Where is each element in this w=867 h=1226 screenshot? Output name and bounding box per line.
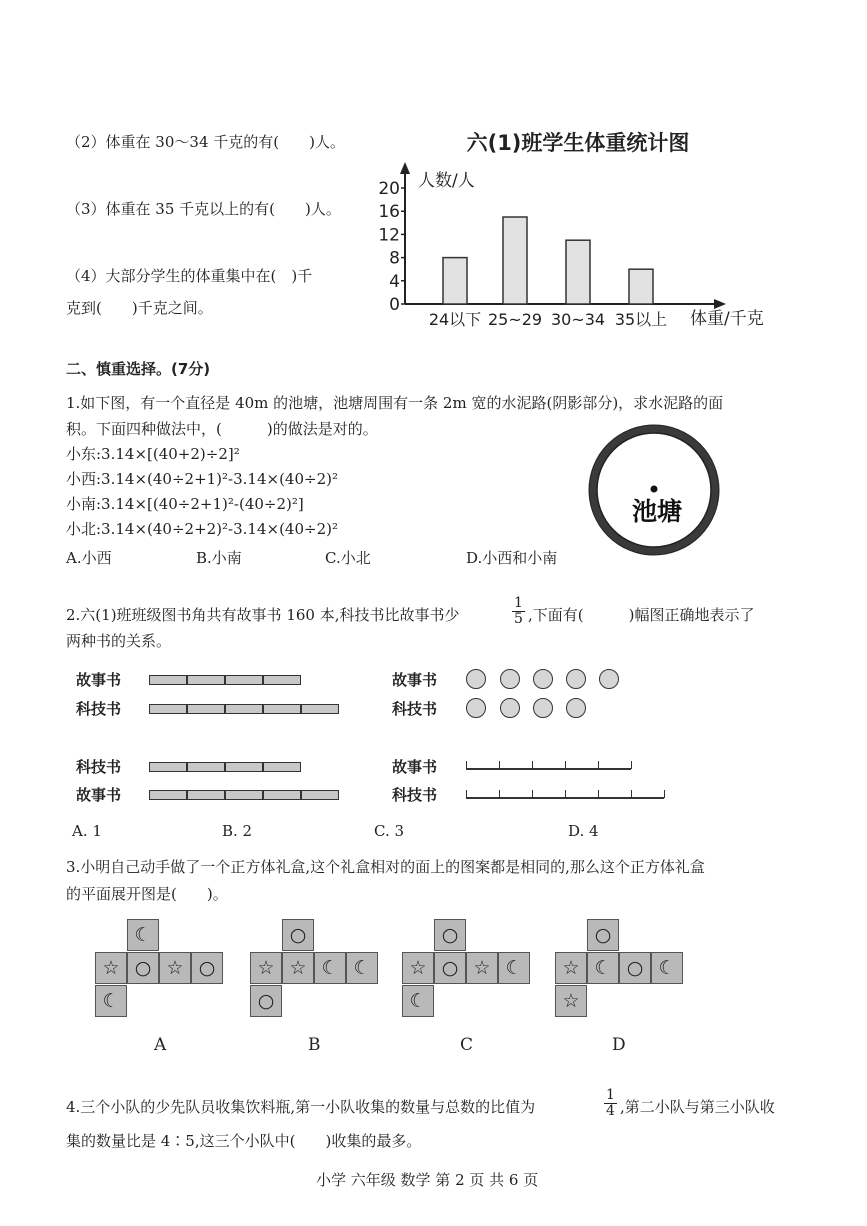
q4-line2: 集的数量比是 4∶5,这三个小队中( )收集的最多。 [66, 1132, 422, 1150]
fig4-story-line [466, 768, 631, 770]
q1-line2: 积。下面四种做法中，( )的做法是对的。 [66, 420, 378, 438]
x-axis-arrow [714, 299, 726, 309]
fig2-tech-circle [533, 698, 553, 718]
net-c-face-circle: ○ [434, 919, 466, 951]
fig2-label-tech: 科技书 [392, 700, 438, 718]
fig3-story-segment [187, 790, 225, 800]
y-tick-label: 12 [378, 225, 400, 246]
diagram-mark [598, 790, 599, 798]
fig3-tech-segment [263, 762, 301, 772]
diagram-mark [532, 761, 533, 769]
fig1-story-segment [149, 675, 187, 685]
question-3-text: （3）体重在 35 千克以上的有( )人。 [66, 200, 341, 218]
q2-line1-part1: 2.六(1)班班级图书角共有故事书 160 本,科技书比故事书少 [66, 606, 460, 624]
x-tick-label: 30~34 [550, 310, 606, 329]
q4-fraction [604, 1088, 617, 1119]
net-d-face-star: ☆ [555, 952, 587, 984]
fig1-story-segment [263, 675, 301, 685]
q2-line1-part2: ,下面有( )幅图正确地表示了 [528, 606, 755, 624]
fig2-story-circle [533, 669, 553, 689]
y-axis-arrow [400, 162, 410, 174]
diagram-mark [565, 761, 566, 769]
fig1-tech-segment [263, 704, 301, 714]
chart-title: 六(1)班学生体重统计图 [466, 131, 690, 155]
net-d-label: D [612, 1035, 626, 1055]
net-b-face-star: ☆ [282, 952, 314, 984]
fig1-story-segment [225, 675, 263, 685]
q1-method-dong: 小东:3.14×[(40+2)÷2]² [66, 445, 240, 463]
x-tick-label: 24以下 [428, 310, 482, 329]
fig1-tech-segment [225, 704, 263, 714]
q1-method-nan: 小南:3.14×[(40÷2+1)²-(40÷2)²] [66, 495, 304, 513]
net-c-face-star: ☆ [466, 952, 498, 984]
y-tick-label: 20 [378, 179, 400, 199]
pond-figure [584, 420, 724, 560]
bar-35以上 [629, 269, 653, 304]
net-c-face-star: ☆ [402, 952, 434, 984]
diagram-mark [499, 761, 500, 769]
fig1-story-segment [187, 675, 225, 685]
fig4-label-tech: 科技书 [392, 786, 438, 804]
bar-24以下 [443, 258, 467, 304]
q2-option-c: C. 3 [374, 822, 405, 840]
net-a-face-moon: ☾ [127, 919, 159, 951]
question-4-text-line1: （4）大部分学生的体重集中在( )千 [66, 267, 313, 285]
question-2-text: （2）体重在 30～34 千克的有( )人。 [66, 133, 345, 151]
net-a-face-star: ☆ [95, 952, 127, 984]
fig2-label-story: 故事书 [392, 671, 438, 689]
y-tick-label: 8 [389, 248, 400, 269]
fig2-tech-circle [566, 698, 586, 718]
fig2-story-circle [566, 669, 586, 689]
fig2-tech-circle [500, 698, 520, 718]
fig3-story-segment [301, 790, 339, 800]
fig1-label-story: 故事书 [76, 671, 122, 689]
x-tick-label: 35以上 [614, 310, 668, 329]
net-a-face-circle: ○ [191, 952, 223, 984]
y-tick-label: 16 [378, 202, 400, 223]
bar-25~29 [503, 217, 527, 304]
net-b-face-moon: ☾ [314, 952, 346, 984]
fig2-tech-circle [466, 698, 486, 718]
fig3-tech-segment [225, 762, 263, 772]
fig2-story-circle [500, 669, 520, 689]
fig3-tech-segment [149, 762, 187, 772]
q1-line1: 1.如下图，有一个直径是 40m 的池塘，池塘周围有一条 2m 宽的水泥路(阴影部分)，求水泥路的面 [66, 394, 724, 412]
x-axis-label: 体重/千克 [690, 309, 764, 329]
q2-fraction-denominator: 5 [514, 611, 523, 627]
diagram-mark [565, 790, 566, 798]
net-d-face-moon: ☾ [587, 952, 619, 984]
fig2-story-circle [599, 669, 619, 689]
net-b-face-circle: ○ [282, 919, 314, 951]
q4-line1-part1: 4.三个小队的少先队员收集饮料瓶,第一小队收集的数量与总数的比值为 [66, 1098, 536, 1116]
net-a-label: A [154, 1035, 167, 1055]
y-tick-label: 0 [389, 295, 400, 315]
diagram-mark [598, 761, 599, 769]
net-a-face-circle: ○ [127, 952, 159, 984]
net-b-face-star: ☆ [250, 952, 282, 984]
fig3-label-story: 故事书 [76, 786, 122, 804]
q4-fraction-numerator: 1 [606, 1087, 615, 1103]
weight-bar-chart [360, 118, 790, 340]
q2-option-b: B. 2 [222, 822, 253, 840]
net-a-face-star: ☆ [159, 952, 191, 984]
fig3-story-segment [149, 790, 187, 800]
net-b-label: B [308, 1035, 321, 1055]
net-b-face-circle: ○ [250, 985, 282, 1017]
q1-method-bei: 小北:3.14×(40÷2+2)²-3.14×(40÷2)² [66, 520, 338, 538]
diagram-mark [532, 790, 533, 798]
net-a-face-moon: ☾ [95, 985, 127, 1017]
net-d-face-circle: ○ [587, 919, 619, 951]
diagram-mark [631, 790, 632, 798]
q4-line1-part2: ,第二小队与第三小队收 [620, 1098, 775, 1116]
diagram-mark [499, 790, 500, 798]
y-tick-label: 4 [389, 271, 400, 292]
net-d-face-moon: ☾ [651, 952, 683, 984]
fig3-story-segment [225, 790, 263, 800]
pond-center-dot [651, 486, 658, 493]
fig1-tech-segment [187, 704, 225, 714]
y-axis-label: 人数/人 [418, 171, 475, 191]
fig1-label-tech: 科技书 [76, 700, 122, 718]
net-c-face-moon: ☾ [402, 985, 434, 1017]
net-c-face-moon: ☾ [498, 952, 530, 984]
fig2-story-circle [466, 669, 486, 689]
question-4-text-line2: 克到( )千克之间。 [66, 299, 213, 317]
fig3-story-segment [263, 790, 301, 800]
q2-option-d: D. 4 [568, 822, 599, 840]
fig3-label-tech: 科技书 [76, 758, 122, 776]
net-d-face-circle: ○ [619, 952, 651, 984]
pond-label: 池塘 [631, 497, 683, 526]
q1-option-c: C.小北 [325, 549, 371, 567]
bar-30~34 [566, 240, 590, 304]
q2-option-a: A. 1 [72, 822, 102, 840]
net-c-label: C [460, 1035, 474, 1055]
fig1-tech-segment [301, 704, 339, 714]
q1-option-b: B.小南 [196, 549, 242, 567]
section-2-title: 二、慎重选择。(7分) [66, 360, 211, 378]
q4-fraction-denominator: 4 [606, 1103, 615, 1119]
diagram-mark [466, 790, 467, 798]
q3-line2: 的平面展开图是( )。 [66, 885, 228, 903]
fig3-tech-segment [187, 762, 225, 772]
fig4-label-story: 故事书 [392, 758, 438, 776]
q1-option-a: A.小西 [66, 549, 112, 567]
q3-line1: 3.小明自己动手做了一个正方体礼盒,这个礼盒相对的面上的图案都是相同的,那么这个正方体礼盒 [66, 858, 705, 876]
net-c-face-circle: ○ [434, 952, 466, 984]
fig1-tech-segment [149, 704, 187, 714]
q2-fraction-numerator: 1 [514, 595, 523, 611]
net-b-face-moon: ☾ [346, 952, 378, 984]
q2-fraction [512, 596, 525, 627]
q1-method-xi: 小西:3.14×(40÷2+1)²-3.14×(40÷2)² [66, 470, 338, 488]
x-tick-label: 25~29 [487, 310, 543, 329]
diagram-mark [664, 790, 665, 798]
diagram-mark [466, 761, 467, 769]
q1-option-d: D.小西和小南 [466, 549, 558, 567]
q2-line2: 两种书的关系。 [66, 632, 172, 650]
diagram-mark [631, 761, 632, 769]
page-footer: 小学 六年级 数学 第 2 页 共 6 页 [316, 1171, 539, 1189]
net-d-face-star: ☆ [555, 985, 587, 1017]
